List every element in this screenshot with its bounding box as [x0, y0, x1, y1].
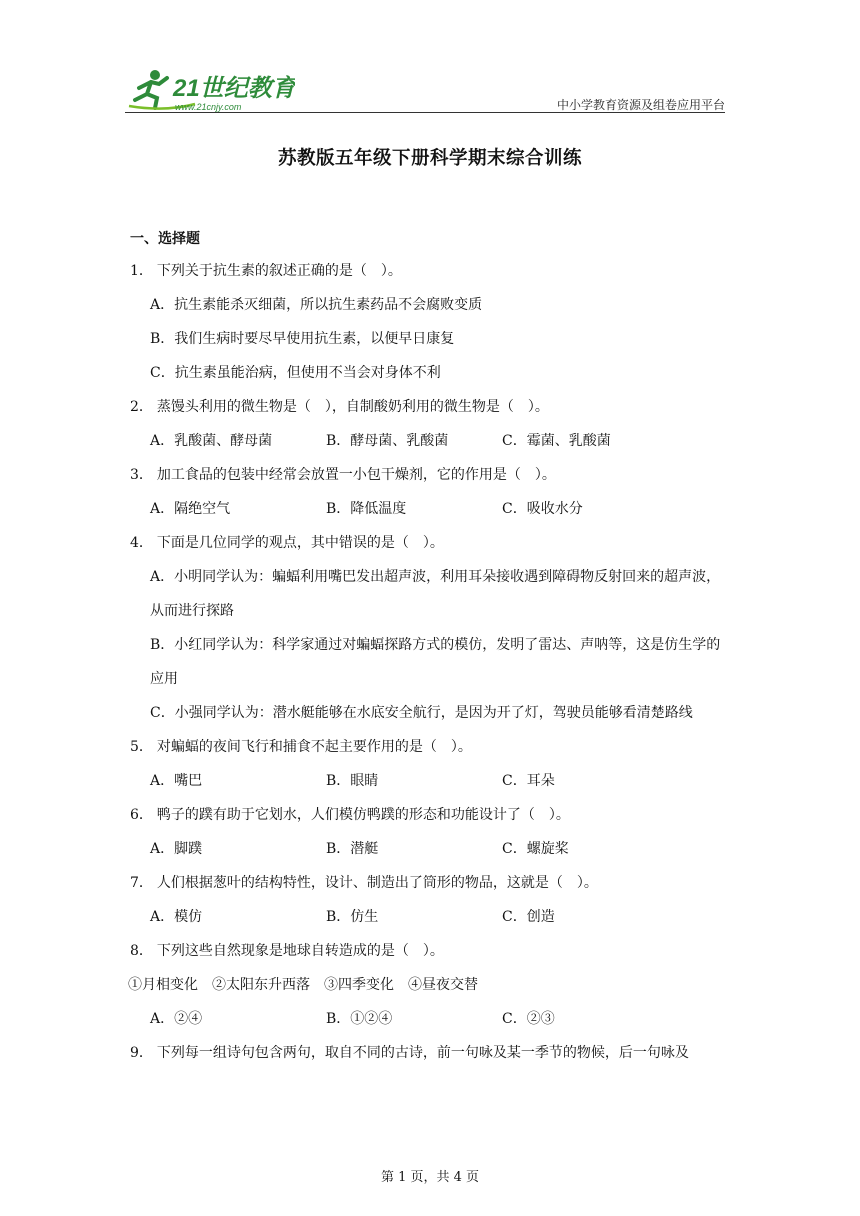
option-a: A．小明同学认为：蝙蝠利用嘴巴发出超声波，利用耳朵接收遇到障碍物反射回来的超声波，从而进行探路	[150, 569, 721, 619]
question-list	[130, 254, 730, 1070]
option-c: C．小强同学认为：潜水艇能够在水底安全航行，是因为开了灯，驾驶员能够看清楚路线	[150, 705, 693, 721]
option-c: C．耳朵	[502, 773, 555, 789]
question-4	[130, 526, 730, 560]
option-c: C．螺旋桨	[502, 841, 569, 857]
question-number: 1．	[130, 263, 153, 279]
runner-icon	[125, 66, 295, 114]
question-stem: 鸭子的蹼有助于它划水，人们模仿鸭蹼的形态和功能设计了（ ）。	[156, 807, 570, 823]
question-9	[130, 1036, 730, 1070]
option-b: B．降低温度	[326, 501, 407, 517]
option-c: C．吸收水分	[502, 501, 583, 517]
option-a: A．模仿	[150, 909, 203, 925]
header-tagline: 中小学教育资源及组卷应用平台	[556, 98, 725, 112]
logo-url-text: www.21cnjy.com	[175, 102, 242, 112]
option-b: B．眼睛	[326, 773, 379, 789]
option-b: B．①②④	[326, 1011, 393, 1027]
question-stem: 下面是几位同学的观点，其中错误的是（ ）。	[156, 535, 444, 551]
question-number: 6．	[130, 807, 153, 823]
options-row	[130, 492, 730, 526]
page-footer: 第 1 页，共 4 页	[380, 1170, 480, 1185]
option-b: B．我们生病时要尽早使用抗生素，以便早日康复	[150, 331, 455, 347]
statement-list: ①月相变化 ②太阳东升西落 ③四季变化 ④昼夜交替	[128, 977, 478, 993]
option-b: B．小红同学认为：科学家通过对蝙蝠探路方式的模仿，发明了雷达、声呐等，这是仿生学的应用	[150, 637, 721, 687]
option-a: A．隔绝空气	[150, 501, 231, 517]
option-c: C．②③	[502, 1011, 555, 1027]
section-heading: 一、选择题	[130, 231, 200, 247]
option-c: C．霉菌、乳酸菌	[502, 433, 611, 449]
question-number: 4．	[130, 535, 153, 551]
option-a: A．②④	[150, 1011, 203, 1027]
question-5	[130, 730, 730, 764]
options-row	[130, 1002, 730, 1036]
option-a: A．抗生素能杀灭细菌，所以抗生素药品不会腐败变质	[150, 297, 483, 313]
question-stem: 下列关于抗生素的叙述正确的是（ ）。	[156, 263, 402, 279]
question-stem: 下列这些自然现象是地球自转造成的是（ ）。	[156, 943, 444, 959]
question-8	[130, 934, 730, 968]
question-7	[130, 866, 730, 900]
option-b: B．潜艇	[326, 841, 379, 857]
option-c: C．创造	[502, 909, 555, 925]
option-b: B．仿生	[326, 909, 379, 925]
question-stem: 下列每一组诗句包含两句，取自不同的古诗，前一句咏及某一季节的物候，后一句咏及	[156, 1045, 689, 1061]
options-row	[130, 424, 730, 458]
page-header	[125, 66, 725, 116]
options-row	[130, 900, 730, 934]
question-stem: 人们根据葱叶的结构特性，设计、制造出了筒形的物品，这就是（ ）。	[156, 875, 598, 891]
question-3	[130, 458, 730, 492]
question-stem: 蒸馒头利用的微生物是（ ），自制酸奶利用的微生物是（ ）。	[156, 399, 549, 415]
option-a: A．脚蹼	[150, 841, 203, 857]
question-number: 8．	[130, 943, 153, 959]
option-c: C．抗生素虽能治病，但使用不当会对身体不利	[150, 365, 441, 381]
site-logo	[125, 66, 295, 114]
header-divider	[125, 112, 725, 113]
options-row	[130, 764, 730, 798]
question-number: 3．	[130, 467, 153, 483]
document-title: 苏教版五年级下册科学期末综合训练	[277, 148, 582, 169]
option-a: A．嘴巴	[150, 773, 203, 789]
question-2	[130, 390, 730, 424]
question-number: 7．	[130, 875, 153, 891]
question-number: 5．	[130, 739, 153, 755]
logo-main-text: 21世纪教育	[173, 75, 295, 102]
question-6	[130, 798, 730, 832]
options-row	[130, 832, 730, 866]
option-a: A．乳酸菌、酵母菌	[150, 433, 273, 449]
question-number: 9．	[130, 1045, 153, 1061]
question-stem: 对蝙蝠的夜间飞行和捕食不起主要作用的是（ ）。	[156, 739, 472, 755]
question-stem: 加工食品的包装中经常会放置一小包干燥剂，它的作用是（ ）。	[156, 467, 556, 483]
option-b: B．酵母菌、乳酸菌	[326, 433, 449, 449]
question-number: 2．	[130, 399, 153, 415]
question-1	[130, 254, 730, 288]
